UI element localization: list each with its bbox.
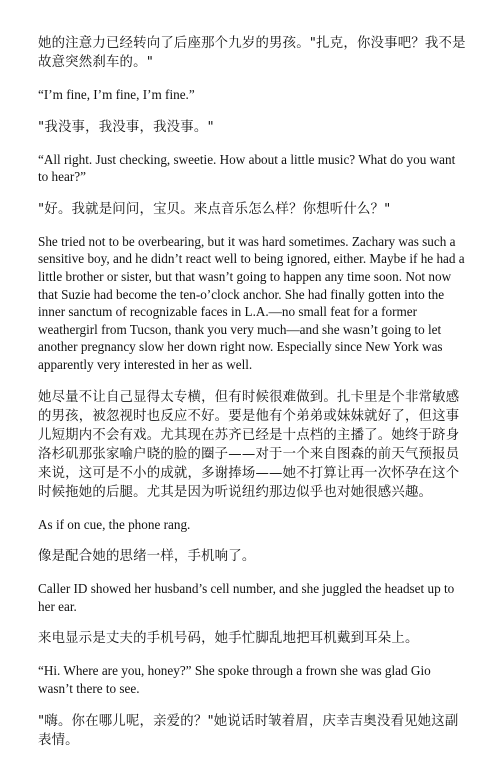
paragraph-zh: 她尽量不让自己显得太专横，但有时候很难做到。扎卡里是个非常敏感的男孩，被忽视时也反应不好。要是他有个弟弟或妹妹就好了，但这事儿短期内不会有戏。尤其现在苏齐已经是十点档的主播了。她终于跻身洛杉矶那张家喻户晓的脸的圈子——对于一个来自图森的前天气预报员来说，这可是不小的成就，多谢捧场——她不打算让再一次怀孕在这个时候拖她的后腿。尤其是因为听说纽约那边似乎也对她很感兴趣。	[38, 389, 460, 500]
paragraph-en: She tried not to be overbearing, but it was hard sometimes. Zachary was such a sensitive boy, and he didn’t react well to being ignored, either. Maybe if he had a little brother or sister, but that wasn’t going to happen any time soon. Not now that Suzie had become the ten-o’clock anchor. She had finally gotten into the inner sanctum of recognizable faces in L.A.—no small feat for a former weathergirl from Tucson, thank you very much—and she wasn’t going to let another pregnancy slow her down right now. Especially since New York was apparently very interested in her as well.	[38, 233, 465, 372]
paragraph-zh: 来电显示是丈夫的手机号码，她手忙脚乱地把耳机戴到耳朵上。	[38, 631, 419, 647]
paragraph-en: “I’m fine, I’m fine, I’m fine.”	[38, 87, 195, 102]
paragraph-zh: "我没事，我没事，我没事。"	[38, 119, 214, 135]
paragraph-en: “Hi. Where are you, honey?” She spoke through a frown she was glad Gio wasn’t there to see.	[38, 663, 431, 696]
paragraph-zh: "嗨。你在哪儿呢，亲爱的？"她说话时皱着眉，庆幸吉奥没看见她这副表情。	[38, 713, 459, 748]
paragraph-en: As if on cue, the phone rang.	[38, 516, 191, 532]
paragraph-zh: 像是配合她的思绪一样，手机响了。	[38, 549, 256, 565]
paragraph-en: “All right. Just checking, sweetie. How about a little music? What do you want to hear?”	[38, 151, 456, 185]
paragraph-zh: 她的注意力已经转向了后座那个九岁的男孩。"扎克，你没事吧？我不是故意突然刹车的。"	[38, 36, 466, 70]
document-page	[38, 34, 466, 764]
paragraph-en: Caller ID showed her husband’s cell number, and she juggled the headset up to her ear.	[38, 581, 455, 614]
paragraph-zh: "好。我就是问问，宝贝。来点音乐怎么样？你想听什么？"	[38, 201, 391, 217]
